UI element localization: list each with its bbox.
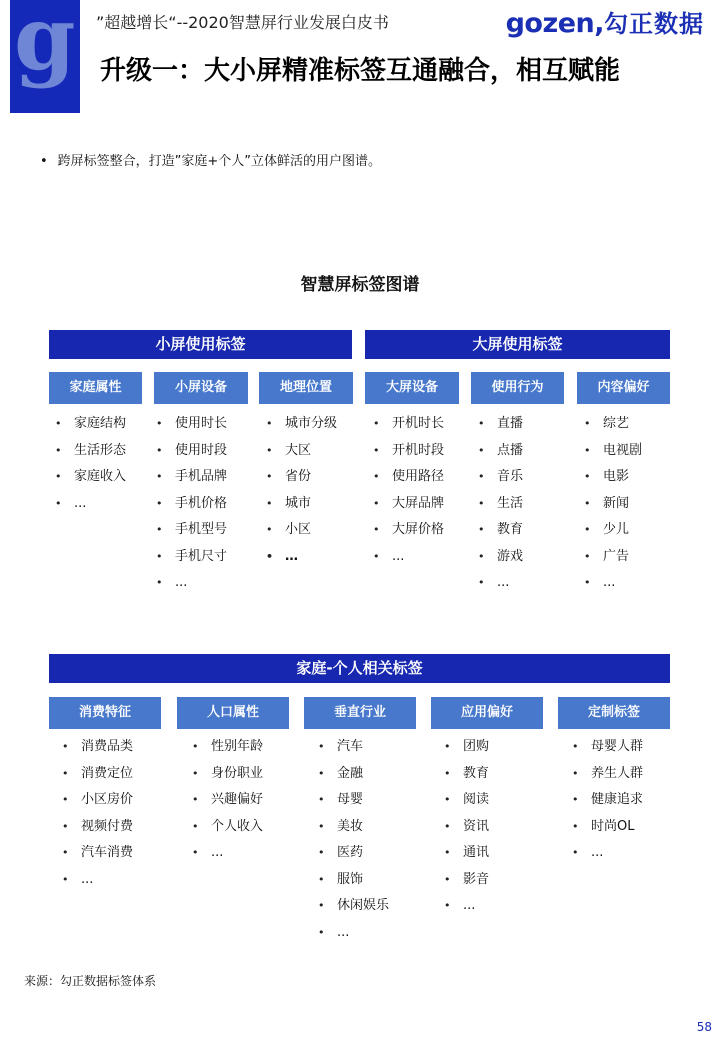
list-item: • 小区房价 [62,787,133,814]
list-demographics [192,734,263,867]
list-custom [572,734,643,867]
list-item: • 少儿 [584,517,642,544]
brand-latin: gozen, [505,8,604,39]
category-demographics: 人口属性 [177,697,289,729]
category-large-device: 大屏设备 [365,372,459,404]
list-item: • ... [373,544,444,571]
list-small-device [156,411,227,597]
list-item: • 生活 [478,491,523,518]
list-item: • 兴趣偏好 [192,787,263,814]
list-item: • 游戏 [478,544,523,571]
list-consumption [62,734,133,893]
list-item: • 城市 [266,491,337,518]
list-item: • 家庭结构 [55,411,126,438]
list-item: • 开机时长 [373,411,444,438]
list-item: • ... [55,491,126,518]
list-item: • 母婴人群 [572,734,643,761]
list-item: • 使用时长 [156,411,227,438]
section-family-personal: 家庭-个人相关标签 [49,654,670,683]
brand-cn: 勾正数据 [604,10,704,38]
category-location: 地理位置 [259,372,353,404]
list-item: • 休闲娱乐 [318,893,389,920]
list-item: • 生活形态 [55,438,126,465]
list-item: • 消费定位 [62,761,133,788]
list-item: • 服饰 [318,867,389,894]
list-item: • ... [478,570,523,597]
list-item: • 家庭收入 [55,464,126,491]
page-number: 58 [696,1020,712,1034]
list-item: • 汽车消费 [62,840,133,867]
list-item: • 手机品牌 [156,464,227,491]
list-item: • 金融 [318,761,389,788]
list-item: • 消费品类 [62,734,133,761]
list-item: • 教育 [478,517,523,544]
list-item: • 母婴 [318,787,389,814]
list-large-device [373,411,444,570]
list-item: • 美妆 [318,814,389,841]
list-item: • 医药 [318,840,389,867]
list-item: • 大屏品牌 [373,491,444,518]
section-small-screen: 小屏使用标签 [49,330,352,359]
category-consumption: 消费特征 [49,697,161,729]
list-item: • 大区 [266,438,337,465]
list-usage [478,411,523,597]
bullet-dot: • [40,154,48,169]
list-item: • ... [156,570,227,597]
list-item: • 个人收入 [192,814,263,841]
list-item: • 阅读 [444,787,489,814]
list-item: • 手机尺寸 [156,544,227,571]
list-item: • 广告 [584,544,642,571]
map-title: 智慧屏标签图谱 [300,275,420,295]
list-item: • … [266,544,337,571]
list-item: • ... [192,840,263,867]
brand-logo [506,4,704,39]
list-item: • 使用路径 [373,464,444,491]
list-item: • 汽车 [318,734,389,761]
category-family-attr: 家庭属性 [49,372,142,404]
list-item: • 时尚OL [572,814,643,841]
list-item: • ... [444,893,489,920]
list-location [266,411,337,570]
list-item: • ... [318,920,389,947]
category-custom: 定制标签 [558,697,670,729]
list-item: • 大屏价格 [373,517,444,544]
list-item: • 团购 [444,734,489,761]
logo-block [10,0,80,113]
list-item: • 资讯 [444,814,489,841]
list-item: • 小区 [266,517,337,544]
list-item: • 新闻 [584,491,642,518]
list-item: • 养生人群 [572,761,643,788]
intro-text: 跨屏标签整合，打造”家庭+个人”立体鲜活的用户图谱。 [57,154,382,169]
section-large-screen: 大屏使用标签 [365,330,670,359]
list-item: • 点播 [478,438,523,465]
list-item: • ... [572,840,643,867]
list-item: • 使用时段 [156,438,227,465]
list-item: • 城市分级 [266,411,337,438]
list-app-pref [444,734,489,920]
list-item: • 综艺 [584,411,642,438]
list-item: • 影音 [444,867,489,894]
list-item: • 手机型号 [156,517,227,544]
list-item: • 教育 [444,761,489,788]
list-item: • 直播 [478,411,523,438]
list-family-attr [55,411,126,517]
list-item: • 音乐 [478,464,523,491]
list-item: • 视频付费 [62,814,133,841]
category-content-pref: 内容偏好 [577,372,670,404]
page-headline: 升级一：大小屏精准标签互通融合，相互赋能 [100,56,621,86]
list-item: • 电视剧 [584,438,642,465]
list-vertical-industry [318,734,389,946]
list-item: • 性别年龄 [192,734,263,761]
list-item: • 手机价格 [156,491,227,518]
list-item: • ... [584,570,642,597]
logo-letter: g [14,0,76,90]
list-item: • 身份职业 [192,761,263,788]
list-content-pref [584,411,642,597]
intro-bullet [40,150,381,169]
list-item: • 电影 [584,464,642,491]
list-item: • 通讯 [444,840,489,867]
category-small-device: 小屏设备 [154,372,248,404]
report-subtitle: ”超越增长“--2020智慧屏行业发展白皮书 [96,13,389,32]
source-note: 来源：勾正数据标签体系 [24,974,157,988]
list-item: • 开机时段 [373,438,444,465]
category-vertical-industry: 垂直行业 [304,697,416,729]
category-usage: 使用行为 [471,372,564,404]
list-item: • 省份 [266,464,337,491]
list-item: • ... [62,867,133,894]
list-item: • 健康追求 [572,787,643,814]
category-app-pref: 应用偏好 [431,697,543,729]
